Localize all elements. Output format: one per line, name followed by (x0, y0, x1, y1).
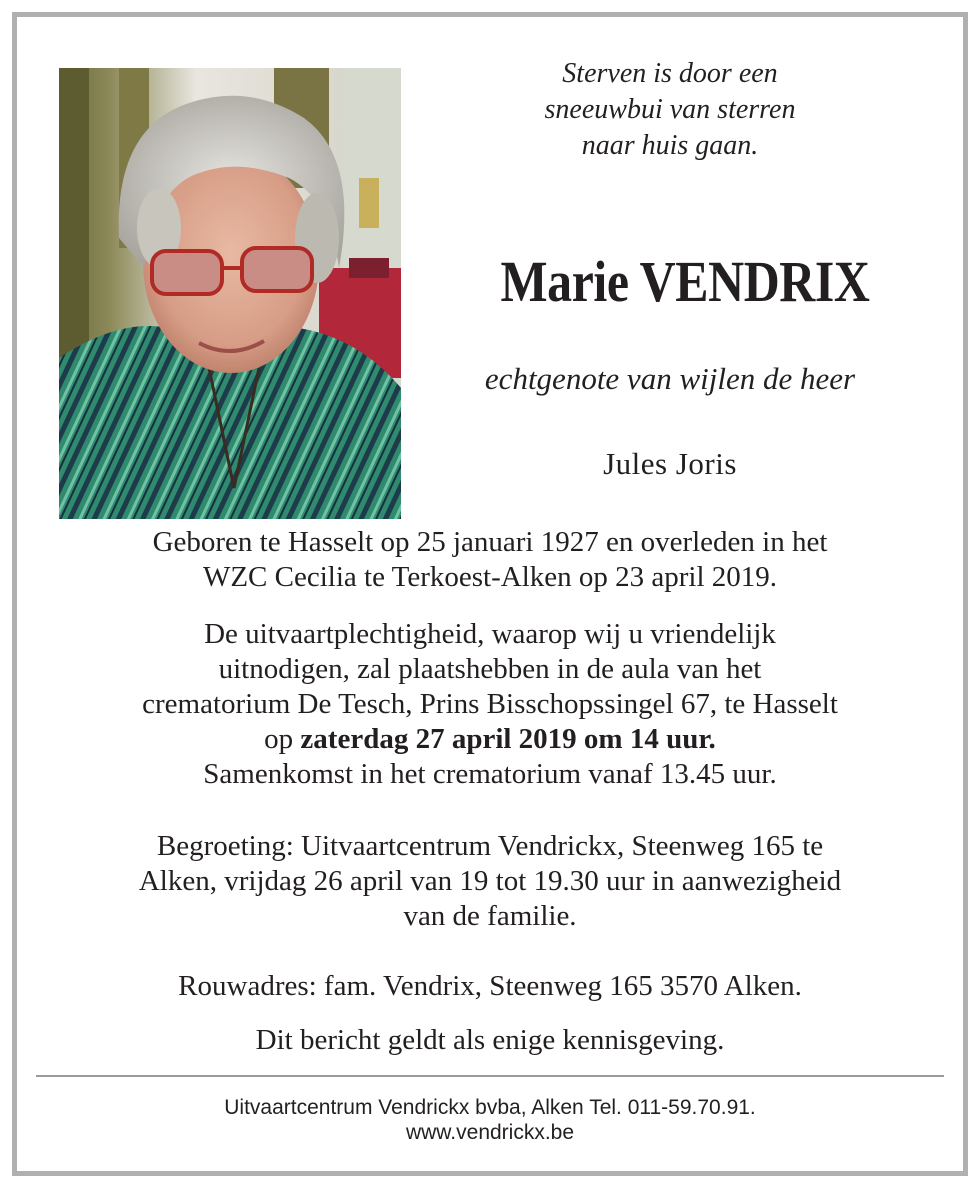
poem-line: naar huis gaan. (581, 130, 759, 161)
ceremony-datetime: zaterdag 27 april 2019 om 14 uur. (300, 723, 716, 755)
ceremony-paragraph (30, 617, 950, 792)
text-line: Geboren te Hasselt op 25 januari 1927 en overleden in het (152, 526, 828, 558)
ceremony-date-line (30, 722, 950, 757)
birth-death-paragraph (30, 525, 950, 595)
memorial-poem (470, 56, 870, 164)
poem-line: sneeuwbui van sterren (544, 94, 796, 125)
funeral-home-info: Uitvaartcentrum Vendrickx bvba, Alken Tel. 011-59.70.91. (224, 1096, 756, 1119)
divider (36, 1075, 944, 1077)
text-line: Alken, vrijdag 26 april van 19 tot 19.30 uur in aanwezigheid (138, 865, 842, 897)
funeral-home-website: www.vendrickx.be (405, 1121, 575, 1144)
spouse-name: Jules Joris (603, 446, 737, 481)
text-line: van de familie. (403, 900, 577, 932)
spouse-intro: echtgenote van wijlen de heer (484, 361, 856, 396)
text-line: De uitvaartplechtigheid, waarop wij u vriendelijk (204, 618, 776, 650)
mourning-address: Rouwadres: fam. Vendrix, Steenweg 165 3570 Alken. (178, 970, 802, 1002)
notice-text: Dit bericht geldt als enige kennisgeving. (255, 1024, 725, 1056)
poem-line: Sterven is door een (562, 58, 778, 89)
text-line: crematorium De Tesch, Prins Bisschopssingel 67, te Hasselt (142, 688, 838, 720)
text-line: WZC Cecilia te Terkoest-Alken op 23 april 2019. (202, 561, 778, 593)
greeting-paragraph (30, 829, 950, 934)
deceased-name: Marie VENDRIX (500, 249, 870, 314)
portrait-photo (59, 68, 401, 519)
text-line: Begroeting: Uitvaartcentrum Vendrickx, Steenweg 165 te (156, 830, 824, 862)
text-line: uitnodigen, zal plaatshebben in de aula van het (218, 653, 762, 685)
text-line: Samenkomst in het crematorium vanaf 13.45 uur. (203, 758, 777, 790)
date-prefix: op (264, 723, 301, 755)
